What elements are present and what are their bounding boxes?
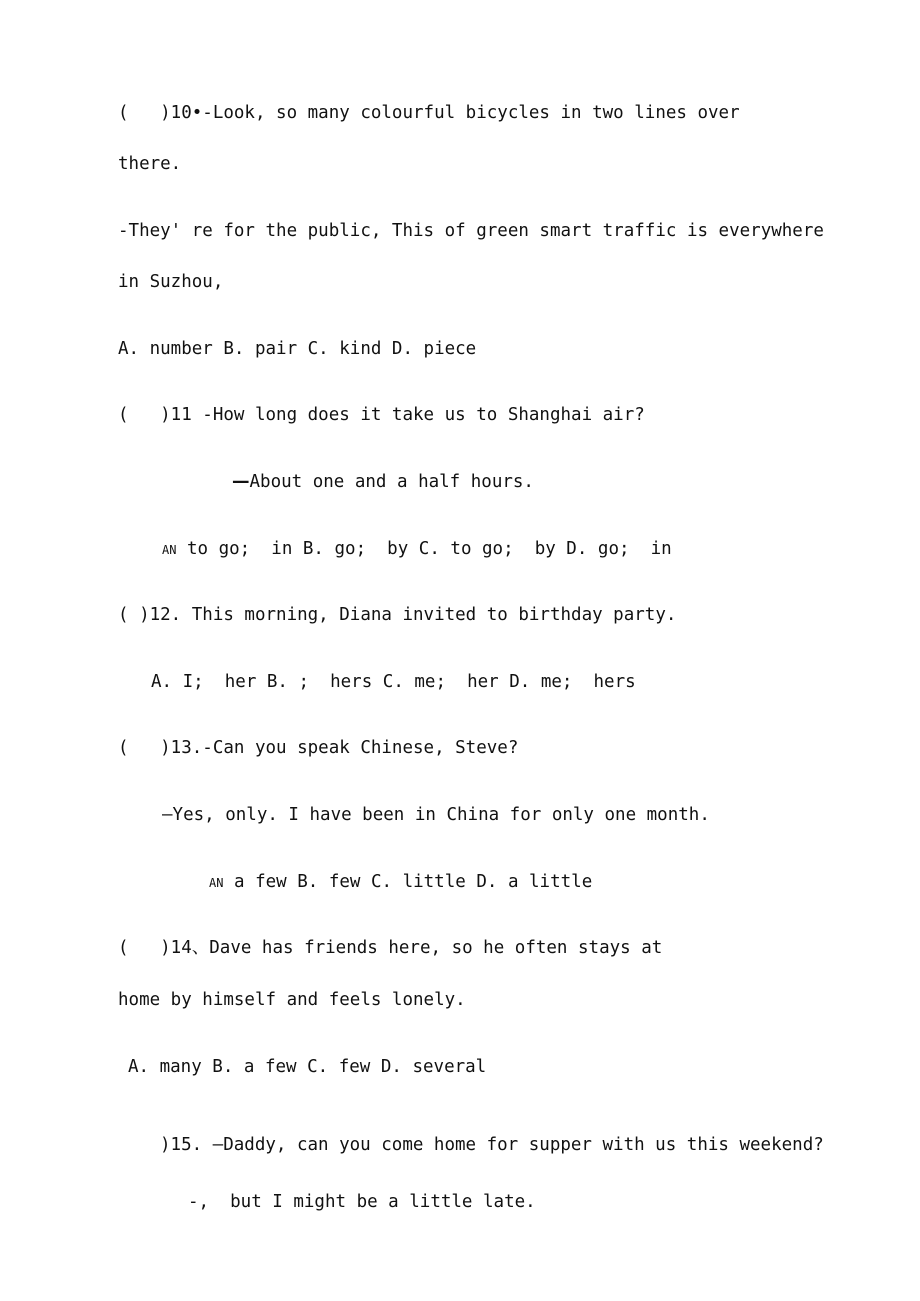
- question-11-answer-text: About one and a half hours.: [249, 472, 534, 492]
- question-10-line-3: -They' re for the public, This of green smart traffic is everywhere: [118, 221, 824, 241]
- question-10-line-4: in Suzhou,: [118, 272, 224, 292]
- question-10-line-1: ( )10•-Look, so many colourful bicycles in two lines over: [118, 103, 740, 123]
- question-11-options-text: to go; in B. go; by C. to go; by D. go; in: [176, 539, 672, 559]
- dash-mark: —: [232, 472, 250, 492]
- question-12-options: A. I; her B. ; hers C. me; her D. me; hers: [151, 672, 636, 692]
- question-15-line-1: )15. —Daddy, can you come home for supper with us this weekend?: [160, 1135, 824, 1155]
- question-10-options: A. number B. pair C. kind D. piece: [118, 339, 477, 359]
- question-13-line-2: —Yes, only. I have been in China for only one month.: [162, 805, 710, 825]
- question-14-line-2: home by himself and feels lonely.: [118, 990, 466, 1010]
- question-12-line-1: ( )12. This morning, Diana invited to birthday party.: [118, 605, 677, 625]
- question-14-options: A. many B. a few C. few D. several: [128, 1057, 487, 1077]
- option-a-prefix-small: N: [169, 543, 177, 557]
- question-11-options: [162, 541, 672, 559]
- question-11-line-1: ( )11 -How long does it take us to Shanghai air?: [118, 405, 645, 425]
- option-a-prefix: A: [162, 543, 170, 557]
- question-13-options: [209, 874, 592, 892]
- option-a-prefix-small: N: [216, 876, 224, 890]
- question-15-line-2: -, but I might be a little late.: [188, 1192, 536, 1212]
- question-14-line-1: ( )14、Dave has friends here, so he often stays at: [118, 938, 663, 958]
- option-a-prefix: A: [209, 876, 217, 890]
- question-11-line-2: [232, 474, 534, 492]
- question-13-line-1: ( )13.-Can you speak Chinese, Steve?: [118, 738, 519, 758]
- question-13-options-text: a few B. few C. little D. a little: [223, 872, 593, 892]
- question-10-line-2: there.: [118, 154, 182, 174]
